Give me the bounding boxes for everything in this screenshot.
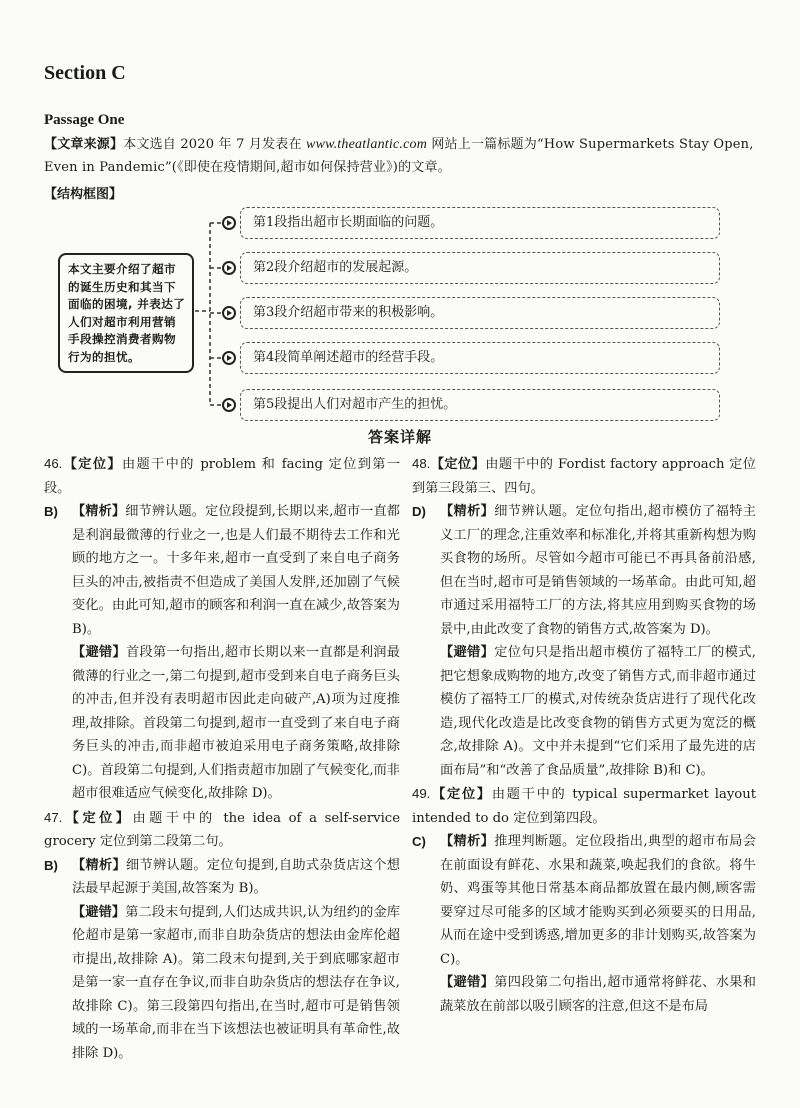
arrow-circle-icon (222, 261, 236, 275)
structure-item-5: 第5段提出人们对超市产生的担忧。 (240, 389, 720, 421)
q49-analysis (412, 830, 756, 971)
arrow-circle-icon (222, 351, 236, 365)
avoid-text: 定位句只是指出超市模仿了福特工厂的模式,把它想象成购物的地方,改变了销售方式,而非超市通过模仿了福特工厂的模式,对传统杂货店进行了现代化改造,现代化改造是比改变食物的销售方式更为宽泛的概念,故排除 A)。文中并未提到“它们采用了最先进的店面布局”和“改善了食品质量”,故排除 B)和 C)。 (440, 645, 756, 778)
question-number: 46. (44, 456, 63, 471)
avoid-text: 首段第一句指出,超市长期以来一直都是利润最微薄的行业之一,第二句提到,超市受到来自电子商务巨头的冲击,但并没有表明超市因此走向破产,A)项为过度推理,故排除。首段第二句提到,超市一直受到了来自电子商务巨头的冲击,而非超市被迫采用电子商务策略,故排除 C)。首段第二句提到,人们指责超市加剧了气候变化,而非超市很难适应气候变化,故排除 D)。 (72, 645, 400, 801)
q47-analysis (44, 854, 400, 901)
locate-label: 【定位】 (62, 457, 122, 472)
structure-item-3: 第3段介绍超市带来的积极影响。 (240, 297, 720, 329)
q49-avoid (412, 971, 756, 1018)
analysis-text: 细节辨认题。定位句指出,超市模仿了福特主义工厂的理念,注重效率和标准化,并将其重新构想为购买食物的场所。尽管如今超市可能已不再具备前沿感,但在当时,超市可是销售领域的一场革命。由此可知,超市通过采用福特工厂的方法,将其应用到购买食物的场景中,由此改变了食物的销售方式,故答案为 D)。 (440, 504, 756, 637)
answer-option: C) (412, 834, 426, 849)
avoid-text: 第四段第二句指出,超市通常将鲜花、水果和蔬菜放在前部以吸引顾客的注意,但这不是布局 (440, 975, 756, 1014)
analysis-text: 细节辨认题。定位段提到,长期以来,超市一直都是利润最微薄的行业之一,也是人们最不期待去工作和光顾的地方之一。十多年来,超市一直受到了来自电子商务巨头的冲击,被指责不但造成了美国人发胖,还加剧了气候变化。由此可知,超市的顾客和利润一直在减少,故答案为 B)。 (72, 504, 400, 637)
right-column (412, 452, 756, 1018)
section-title: Section C (44, 62, 126, 84)
q46-analysis (44, 500, 400, 641)
source-site: www.theatlantic.com (306, 137, 428, 152)
avoid-label: 【避错】 (72, 645, 126, 660)
summary-box: 本文主要介绍了超市的诞生历史和其当下面临的困境, 并表达了人们对超市利用营销手段操控消费者购物行为的担忧。 (58, 253, 194, 373)
locate-label: 【定位】 (430, 787, 492, 802)
locate-label: 【定位】 (62, 810, 133, 826)
passage-title: Passage One (44, 112, 125, 128)
q48-avoid (412, 641, 756, 782)
answer-option: B) (44, 857, 58, 873)
question-number: 48. (412, 456, 431, 471)
article-source (44, 133, 756, 179)
analysis-text: 推理判断题。定位段指出,典型的超市布局会在前面设有鲜花、水果和蔬菜,唤起我们的食欲。将牛奶、鸡蛋等其他日常基本商品都放置在最内侧,顾客需要穿过尽可能多的区域才能购买到必须要买的日用品,从而在途中受到诱惑,增加更多的非计划购买,故答案为 C)。 (440, 834, 756, 967)
locate-text: 由题干中的 typical supermarket layout intended to do 定位到第四段。 (412, 787, 757, 826)
avoid-label: 【避错】 (440, 645, 495, 660)
answers-heading: 答案详解 (367, 428, 432, 446)
locate-label: 【定位】 (430, 457, 486, 472)
source-text-after: 网站上一篇标题为“How Supermarkets Stay Open, Even in Pandemic”(《即使在疫情期间,超市如何保持营业》)的文章。 (44, 137, 754, 175)
source-tag: 【文章来源】 (44, 137, 124, 152)
arrow-circle-icon (222, 216, 236, 230)
structure-item-4: 第4段简单阐述超市的经营手段。 (240, 342, 720, 374)
locate-text: 由题干中的 Fordist factory approach 定位到第三段第三、四句。 (412, 457, 756, 496)
analysis-label: 【精析】 (72, 857, 126, 873)
q49-locate (412, 782, 756, 830)
q48-analysis (412, 500, 756, 641)
avoid-label: 【避错】 (72, 904, 126, 920)
avoid-label: 【避错】 (440, 975, 495, 990)
arrow-circle-icon (222, 306, 236, 320)
analysis-label: 【精析】 (440, 504, 495, 519)
structure-item-2: 第2段介绍超市的发展起源。 (240, 252, 720, 284)
q48-locate (412, 452, 756, 500)
analysis-label: 【精析】 (72, 504, 126, 519)
source-text-before: 本文选自 2020 年 7 月发表在 (123, 137, 307, 152)
q47-locate (44, 806, 400, 854)
answer-option: D) (412, 504, 426, 519)
locate-text: 由题干中的 problem 和 facing 定位到第一段。 (44, 457, 401, 496)
q46-locate (44, 452, 400, 500)
left-column (44, 452, 400, 1065)
avoid-text: 第二段末句提到,人们达成共识,认为纽约的金库伦超市是第一家超市,而非自助杂货店的想法由金库伦超市提出,故排除 A)。第二段末句提到,关于到底哪家超市是第一家一直存在争议,而非自助杂货店的想法存在争议,故排除 C)。第三段第四句指出,在当时,超市可是销售领域的一场革命,而非在当下该想法也被证明具有革命性,故排除 D)。 (72, 904, 400, 1061)
structure-frame-label: 【结构框图】 (44, 187, 123, 202)
q46-avoid (44, 641, 400, 806)
question-number: 47. (44, 809, 63, 825)
analysis-label: 【精析】 (440, 834, 495, 849)
locate-text: 由题干中的 the idea of a self-service grocery 定位到第二段第二句。 (44, 810, 400, 849)
arrow-circle-icon (222, 398, 236, 412)
answer-option: B) (44, 504, 58, 519)
analysis-text: 细节辨认题。定位句提到,自助式杂货店这个想法最早起源于美国,故答案为 B)。 (72, 857, 400, 896)
structure-item-1: 第1段指出超市长期面临的问题。 (240, 207, 720, 239)
question-number: 49. (412, 786, 431, 801)
q47-avoid (44, 901, 400, 1066)
